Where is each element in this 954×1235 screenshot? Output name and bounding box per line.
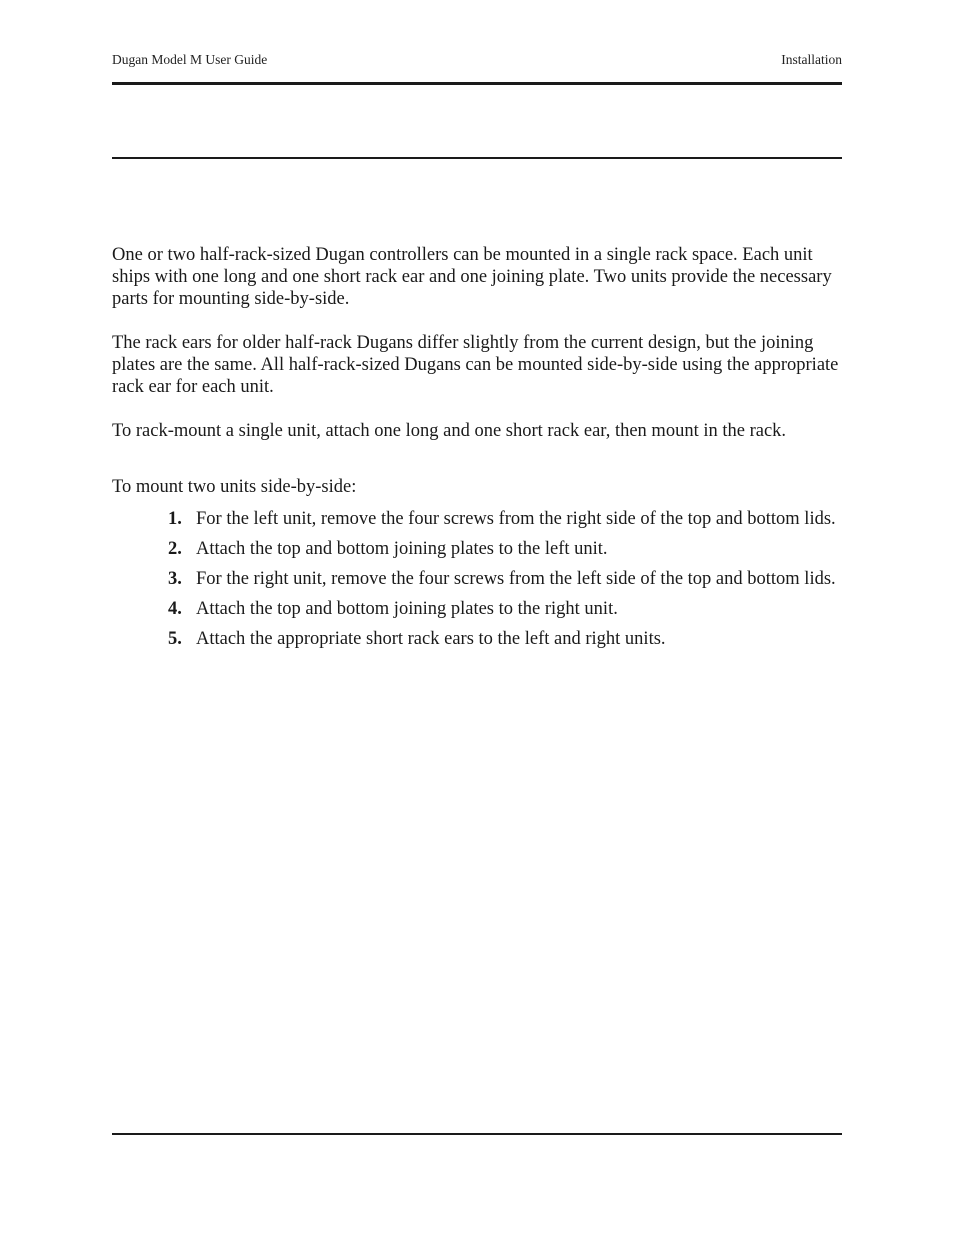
list-item xyxy=(168,538,842,560)
step-number: 2. xyxy=(168,539,182,559)
step-text: Attach the top and bottom joining plates to the left unit. xyxy=(196,539,608,559)
list-item xyxy=(168,598,842,620)
list-item xyxy=(168,628,842,650)
step-text: Attach the top and bottom joining plates to the right unit. xyxy=(196,599,618,619)
header-section-title: Installation xyxy=(781,52,842,67)
paragraph-intro: One or two half-rack-sized Dugan controllers can be mounted in a single rack space. Each unit ships with one long and one short rack ear and one joining plate. Two units provide the necessary parts for mounting side-by-side. xyxy=(112,245,832,309)
header-document-title: Dugan Model M User Guide xyxy=(112,52,268,67)
paragraph-older-units: The rack ears for older half-rack Dugans differ slightly from the current design, but the joining plates are the same. All half-rack-sized Dugans can be mounted side-by-side using the appropriate rack ear for each unit. xyxy=(112,333,839,397)
step-number: 3. xyxy=(168,569,182,589)
step-text: For the left unit, remove the four screws from the right side of the top and bottom lids. xyxy=(196,509,836,529)
section-rule xyxy=(112,157,842,159)
header-rule xyxy=(112,82,842,85)
page-header xyxy=(112,52,842,72)
step-text: Attach the appropriate short rack ears to the left and right units. xyxy=(196,629,666,649)
step-number: 1. xyxy=(168,509,182,529)
footer-rule xyxy=(112,1133,842,1135)
step-number: 4. xyxy=(168,599,182,619)
step-number: 5. xyxy=(168,629,182,649)
list-item xyxy=(168,508,842,530)
step-text: For the right unit, remove the four screws from the left side of the top and bottom lids. xyxy=(196,569,836,589)
paragraph-two-units-intro: To mount two units side-by-side: xyxy=(112,477,357,497)
mounting-steps-list xyxy=(168,508,842,658)
paragraph-single-unit: To rack-mount a single unit, attach one long and one short rack ear, then mount in the rack. xyxy=(112,421,787,441)
list-item xyxy=(168,568,842,590)
document-page xyxy=(112,0,842,1235)
